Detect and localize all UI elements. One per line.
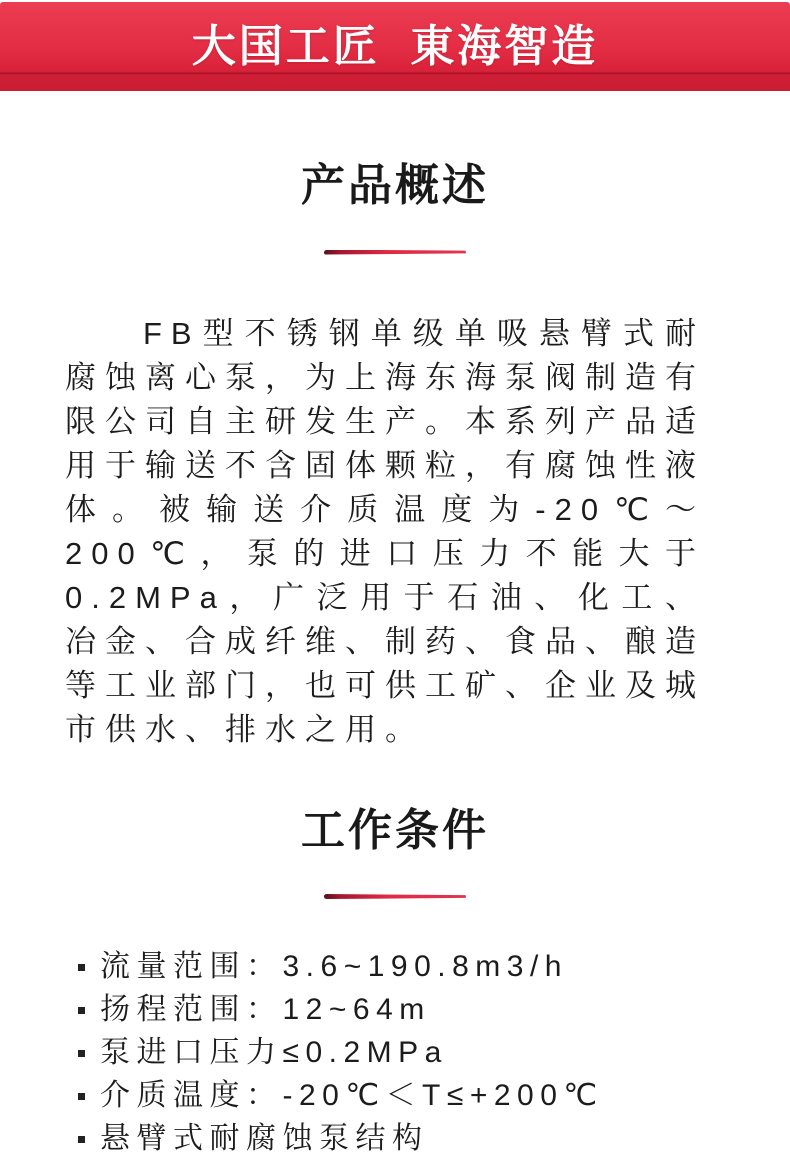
section-conditions: [0, 804, 790, 1160]
bullet-dot-icon: [78, 964, 85, 971]
conditions-list: [78, 945, 738, 1160]
conditions-list-item: [78, 988, 738, 1031]
overview-heading-underline: [324, 250, 466, 255]
conditions-item-text: 介质温度：-20℃＜T≤+200℃: [100, 1079, 604, 1113]
bullet-dot-icon: [78, 1093, 85, 1100]
conditions-item-text: 流量范围：3.6~190.8m3/h: [100, 950, 568, 984]
top-banner: [0, 2, 790, 91]
banner-title: 大国工匠 東海智造: [191, 21, 599, 71]
conditions-list-item: [78, 1074, 738, 1117]
bullet-dot-icon: [78, 1007, 85, 1014]
conditions-item-text: 泵进口压力≤0.2MPa: [100, 1036, 448, 1070]
overview-heading: 产品概述: [301, 161, 489, 210]
bullet-dot-icon: [78, 1136, 85, 1143]
conditions-item-text: 悬臂式耐腐蚀泵结构: [100, 1122, 429, 1156]
overview-paragraph: FB型不锈钢单级单吸悬臂式耐腐蚀离心泵，为上海东海泵阀制造有限公司自主研发生产。本系列产品适用于输送不含固体颗粒，有腐蚀性液体。被输送介质温度为-20℃～200℃，泵的进口压力不能大于0.2MPa，广泛用于石油、化工、冶金、合成纤维、制药、食品、酿造等工业部门，也可供工矿、企业及城市供水、排水之用。: [65, 315, 705, 747]
bullet-dot-icon: [78, 1050, 85, 1057]
conditions-list-item: [78, 1117, 738, 1160]
conditions-list-item: [78, 1031, 738, 1074]
conditions-heading-underline: [324, 894, 466, 899]
product-detail-page: [0, 2, 790, 1156]
conditions-heading: 工作条件: [301, 805, 489, 855]
conditions-item-text: 扬程范围：12~64m: [100, 993, 431, 1027]
conditions-list-item: [78, 945, 738, 988]
section-overview: [0, 159, 790, 752]
